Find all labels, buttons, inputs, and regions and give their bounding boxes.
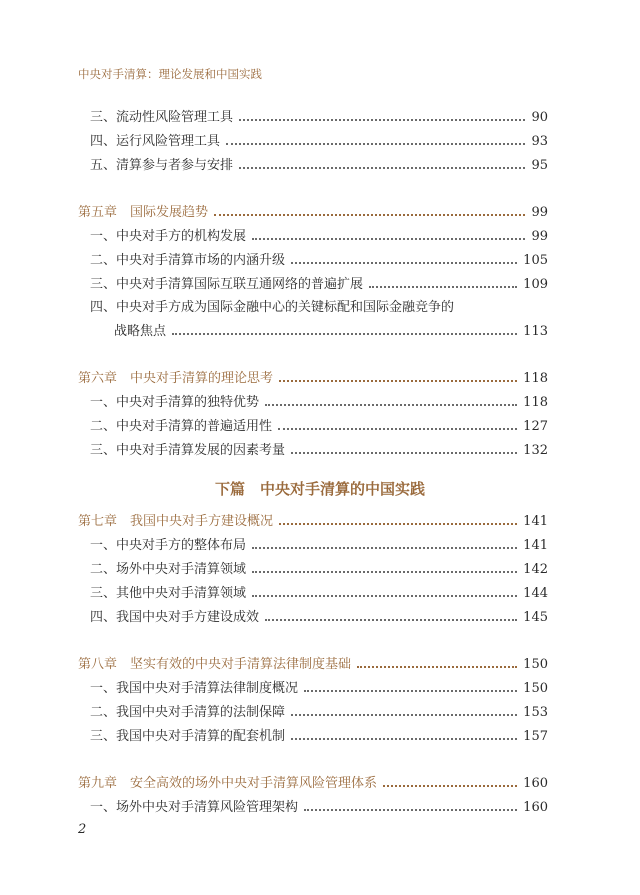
dot-leader [252,238,525,240]
toc-entry-page: 109 [523,277,548,292]
dot-leader [214,214,525,216]
dot-leader [239,119,525,121]
chapter-page: 99 [531,205,548,220]
chapter-title: 第六章 中央对手清算的理论思考 [78,371,274,386]
toc-entry-title: 二、场外中央对手清算领域 [90,562,247,577]
dot-leader [369,286,517,288]
dot-leader [279,523,517,525]
chapter-page: 160 [523,776,548,791]
dot-leader [291,452,517,454]
toc-entry-title: 二、中央对手清算的普遍适用性 [90,419,273,434]
toc-entry[interactable] [90,798,548,818]
toc-entry[interactable] [90,108,548,128]
toc-entry-page: 93 [531,134,548,149]
toc-entry-page: 141 [523,538,548,553]
dot-leader [265,404,517,406]
toc-entry-page: 153 [523,705,548,720]
part-title: 下篇 中央对手清算的中国实践 [214,480,425,498]
dot-leader [172,333,517,335]
dot-leader [252,571,517,573]
toc-entry-title: 三、流动性风险管理工具 [90,110,234,125]
toc-entry[interactable] [90,608,548,628]
toc-entry-page: 145 [523,610,548,625]
toc-entry[interactable] [90,703,548,723]
chapter-page: 141 [523,514,548,529]
chapter-title: 第五章 国际发展趋势 [78,205,209,220]
toc-chapter-8[interactable] [78,655,548,675]
dot-leader [278,428,517,430]
toc-entry[interactable] [90,132,548,152]
toc-entry-title: 二、中央对手清算市场的内涵升级 [90,253,286,268]
dot-leader [291,262,517,264]
toc-entry-title-continued: 战略焦点 [114,324,167,339]
toc-entry[interactable] [90,156,548,176]
chapter-title: 第九章 安全高效的场外中央对手清算风险管理体系 [78,776,378,791]
toc-entry[interactable] [90,560,548,580]
toc-entry-title: 一、中央对手方的整体布局 [90,538,247,553]
toc-entry-page: 95 [531,158,548,173]
toc-chapter-5[interactable] [78,203,548,223]
dot-leader [252,595,517,597]
toc-entry-title: 三、我国中央对手清算的配套机制 [90,729,286,744]
toc-entry-page: 132 [523,443,548,458]
toc-entry[interactable] [90,393,548,413]
toc-chapter-7[interactable] [78,512,548,532]
toc-entry-page: 142 [523,562,548,577]
page-number: 2 [78,822,87,837]
toc-entry[interactable] [90,417,548,437]
toc-entry-page: 90 [531,110,548,125]
toc-entry[interactable] [90,251,548,271]
toc-entry-page: 157 [523,729,548,744]
dot-leader [383,785,517,787]
toc-entry-title: 一、场外中央对手清算风险管理架构 [90,800,299,815]
toc-entry[interactable] [90,275,548,295]
dot-leader [291,714,517,716]
toc-entry-title: 一、中央对手方的机构发展 [90,229,247,244]
toc-entry-page: 99 [531,229,548,244]
dot-leader [265,619,517,621]
toc-entry-title: 一、我国中央对手清算法律制度概况 [90,681,299,696]
dot-leader [304,690,517,692]
chapter-page: 118 [523,371,548,386]
toc-entry-title: 三、其他中央对手清算领域 [90,586,247,601]
dot-leader [279,380,517,382]
running-head: 中央对手清算：理论发展和中国实践 [78,67,262,81]
toc-chapter-6[interactable] [78,369,548,389]
toc-entry[interactable] [114,322,548,342]
toc-entry-page: 113 [523,324,548,339]
dot-leader [304,809,517,811]
chapter-page: 150 [523,657,548,672]
toc-entry-title: 二、我国中央对手清算的法制保障 [90,705,286,720]
toc-entry-title: 四、运行风险管理工具 [90,134,221,149]
toc-entry[interactable] [90,227,548,247]
toc-entry[interactable] [90,536,548,556]
dot-leader [239,167,525,169]
toc-entry-title[interactable]: 四、中央对手方成为国际金融中心的关键标配和国际金融竞争的 [90,300,455,315]
toc-entry-page: 144 [523,586,548,601]
chapter-title: 第八章 坚实有效的中央对手清算法律制度基础 [78,657,352,672]
dot-leader [357,666,517,668]
toc-entry-title: 一、中央对手清算的独特优势 [90,395,260,410]
toc-entry-page: 105 [523,253,548,268]
toc-entry[interactable] [90,727,548,747]
dot-leader [252,547,517,549]
toc-entry-page: 150 [523,681,548,696]
toc-entry[interactable] [90,441,548,461]
toc-entry[interactable] [90,679,548,699]
toc-entry-page: 127 [523,419,548,434]
toc-chapter-9[interactable] [78,774,548,794]
toc-entry-page: 118 [523,395,548,410]
toc-entry-page: 160 [523,800,548,815]
toc-entry-title: 三、中央对手清算国际互联互通网络的普遍扩展 [90,277,364,292]
toc-entry-title: 三、中央对手清算发展的因素考量 [90,443,286,458]
dot-leader [226,143,525,145]
toc-entry[interactable] [90,584,548,604]
chapter-title: 第七章 我国中央对手方建设概况 [78,514,274,529]
toc-entry-title: 四、我国中央对手方建设成效 [90,610,260,625]
toc-entry-title: 五、清算参与者参与安排 [90,158,234,173]
dot-leader [291,738,517,740]
